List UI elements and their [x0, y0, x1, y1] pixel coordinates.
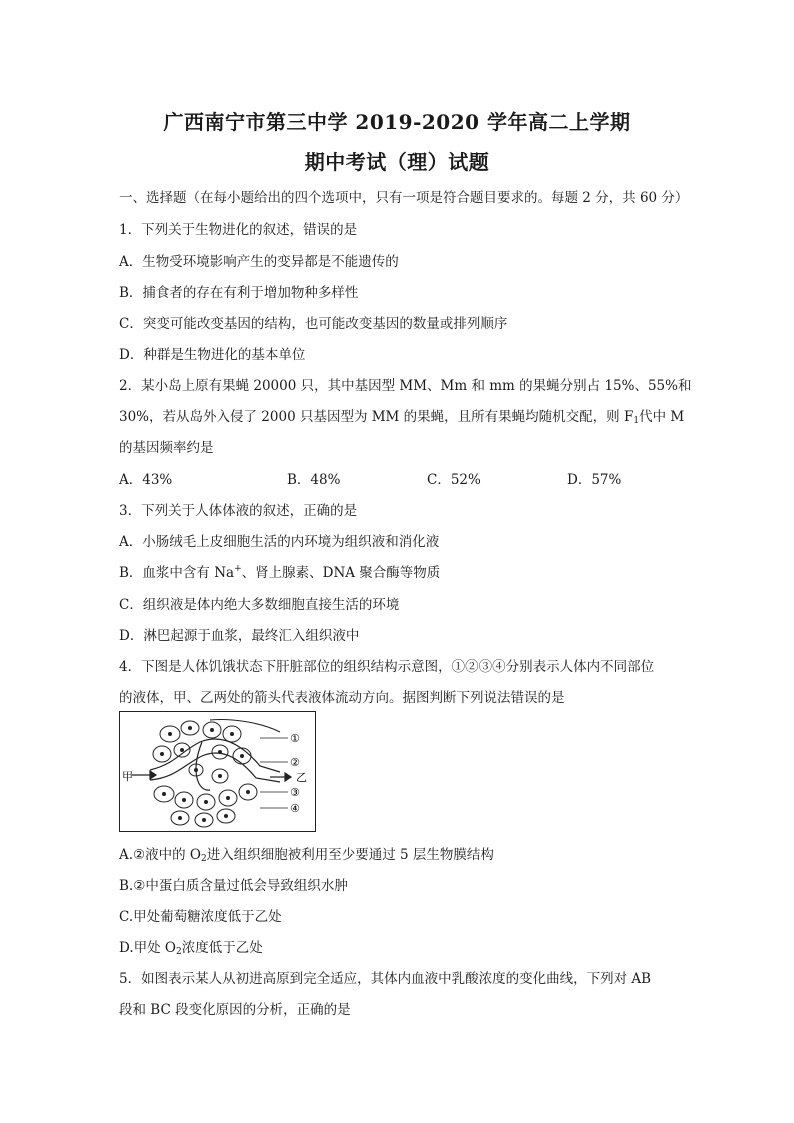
- q2-option-d: D．57%: [567, 472, 622, 488]
- section-heading: 一、选择题（在每小题给出的四个选项中，只有一项是符合题目要求的。每题 2 分，共 60 分）: [119, 190, 689, 206]
- q4-stem-line-2: 的液体，甲、乙两处的箭头代表液体流动方向。据图判断下列说法错误的是: [119, 690, 565, 706]
- mark-3: ③: [290, 786, 300, 799]
- liver-tissue-svg: [120, 712, 315, 831]
- q4-option-a: A.②液中的 $O_2$进入组织细胞被利用至少要通过 5 层生物膜结构: [119, 847, 494, 864]
- q4-option-d: D.甲处 $O_2$浓度低于乙处: [119, 940, 263, 957]
- mark-2: ②: [290, 756, 300, 769]
- q1-stem: 1．下列关于生物进化的叙述，错误的是: [119, 222, 358, 238]
- exam-title-line-2: 期中考试（理）试题: [304, 150, 490, 174]
- q5-stem-line-1: 5．如图表示某人从初进高原到完全适应，其体内血液中乳酸浓度的变化曲线，下列对 AB: [119, 971, 652, 987]
- q2-option-c: C．52%: [427, 472, 481, 488]
- q3-option-a: A．小肠绒毛上皮细胞生活的内环境为组织液和消化液: [119, 534, 440, 550]
- label-yi: 乙: [296, 771, 307, 784]
- q1-option-b: B．捕食者的存在有利于增加物种多样性: [119, 285, 359, 301]
- q3-option-c: C．组织液是体内绝大多数细胞直接生活的环境: [119, 597, 400, 613]
- q4-option-c: C.甲处葡萄糖浓度低于乙处: [119, 909, 282, 925]
- q2-options: [119, 468, 679, 488]
- q2-option-a: A．43%: [119, 472, 173, 488]
- q1-option-d: D．种群是生物进化的基本单位: [119, 347, 306, 363]
- q2-stem-line-1: 2．某小岛上原有果蝇 20000 只，其中基因型 MM、Mm 和 mm 的果蝇分别占 15%、55%和: [119, 378, 692, 394]
- q3-option-d: D．淋巴起源于血浆，最终汇入组织液中: [119, 628, 360, 644]
- q1-option-c: C．突变可能改变基因的结构，也可能改变基因的数量或排列顺序: [119, 316, 508, 332]
- q3-option-b: B．血浆中含有 Na+、肾上腺素、DNA 聚合酶等物质: [119, 564, 441, 581]
- q5-stem-line-2: 段和 BC 段变化原因的分析，正确的是: [119, 1002, 351, 1018]
- label-jia: 甲: [122, 770, 133, 783]
- mark-1: ①: [290, 732, 300, 745]
- leader-lines: [260, 738, 288, 808]
- mark-4: ④: [290, 802, 300, 815]
- q3-stem: 3．下列关于人体体液的叙述，正确的是: [119, 503, 358, 519]
- tissue-cells: [153, 721, 257, 827]
- q4-stem-line-1: 4．下图是人体饥饿状态下肝脏部位的组织结构示意图，①②③④分别表示人体内不同部位: [119, 659, 655, 675]
- q2-stem-line-2: 30%，若从岛外入侵了 2000 只基因型为 MM 的果蝇，且所有果蝇均随机交配，则 $F_1$代中 M: [119, 409, 685, 426]
- q2-option-b: B．48%: [287, 472, 341, 488]
- exam-title-line-1: 广西南宁市第三中学 2019-2020 学年高二上学期: [163, 110, 631, 134]
- q1-option-a: A．生物受环境影响产生的变异都是不能遗传的: [119, 254, 399, 270]
- liver-tissue-diagram: [119, 711, 316, 832]
- q4-option-b: B.②中蛋白质含量过低会导致组织水肿: [119, 878, 348, 894]
- q2-stem-line-3: 的基因频率约是: [119, 440, 214, 456]
